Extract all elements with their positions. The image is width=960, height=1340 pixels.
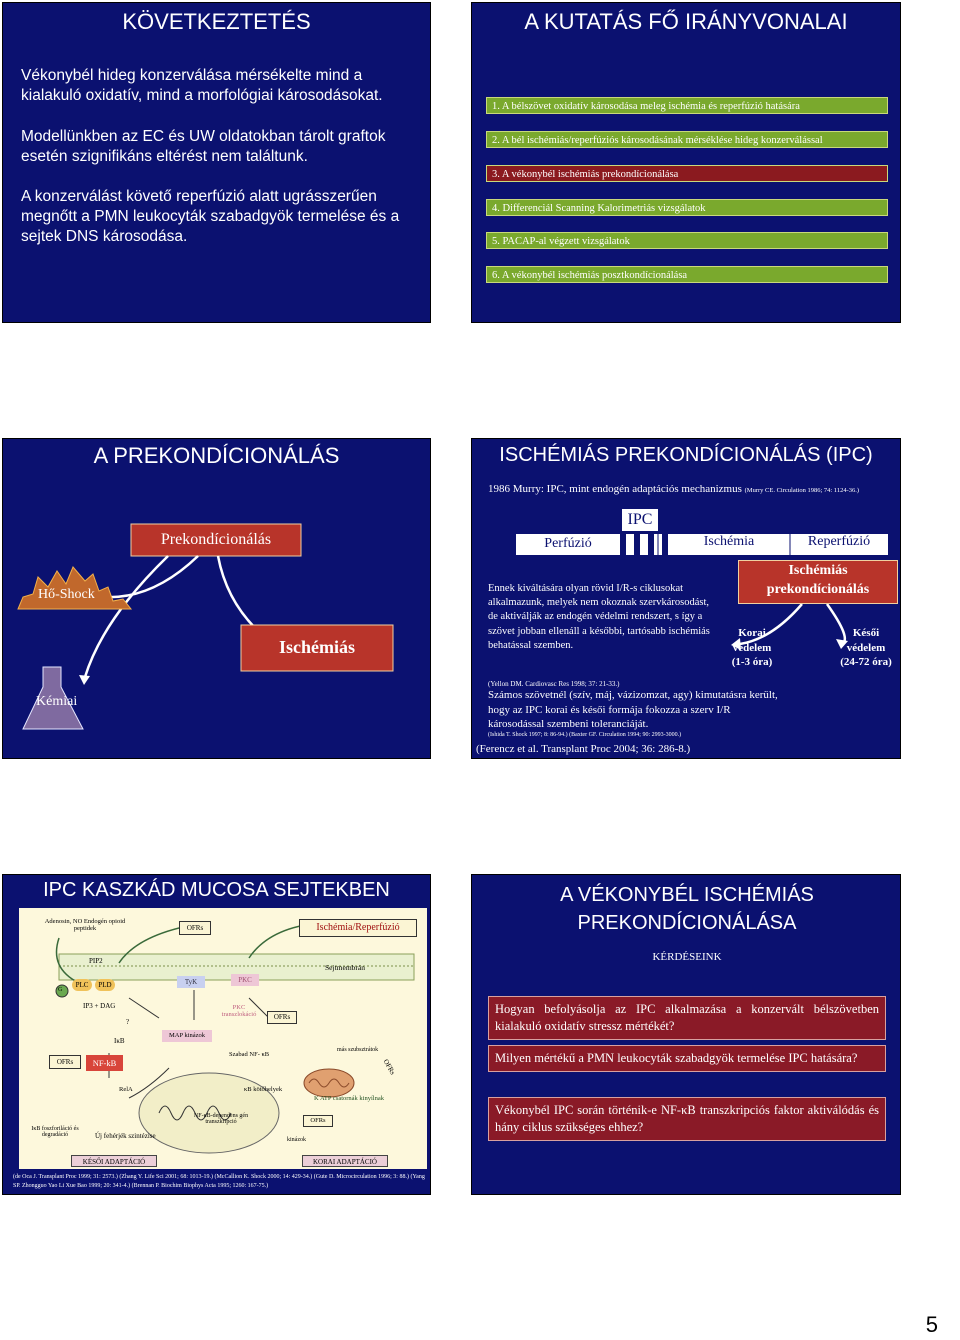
ikb-foszforilacio-label: IκB foszforiláció és degradáció [31, 1126, 79, 1138]
research-item-5: 5. PACAP-al végzett vizsgálatok [486, 232, 888, 249]
heat-shock-label: Hő-Shock [38, 587, 95, 602]
isch-precond-line-2: prekondícionálás [766, 582, 870, 597]
slide-prekondicionalas [2, 438, 431, 759]
g-protein-label: G [58, 987, 63, 993]
uj-feherjek-label: Új fehérjék szintézise [95, 1132, 156, 1140]
slide-ipc [471, 438, 901, 759]
korai-adaptacio-label: KORAI ADAPTÁCIÓ [302, 1155, 388, 1167]
kesoi-adaptacio-label: KÉSŐI ADAPTÁCIÓ [71, 1155, 157, 1167]
murry-ref: (Murry CE. Circulation 1986; 74: 1124-36.) [744, 487, 860, 494]
ischemias-label: Ischémiás [279, 637, 355, 657]
map-kinazok-label: MAP kinázok [162, 1030, 212, 1042]
early-protection [722, 626, 782, 670]
question-3: Vékonybél IPC során történik-e NF-κB transzkripciós faktor aktiválódás és hány ciklus szükséges ehhez? [488, 1097, 886, 1141]
plc-label: PLC [72, 979, 92, 991]
mas-szubsztratok-label: más szubsztrátok [337, 1047, 379, 1053]
early-line-2: védelem [732, 641, 772, 654]
ip3-dag-label: IP3 + DAG [83, 1002, 116, 1010]
slide-ipc-kaszkad [2, 874, 431, 1195]
ofrs-left-label: OFRs [49, 1055, 81, 1069]
rela-label: RelA [119, 1086, 133, 1093]
cascade-diagram [19, 908, 427, 1169]
sejtmembran-label: Sejtmembrán [325, 963, 365, 972]
pip2-label: PIP2 [89, 957, 103, 965]
conclusion-paragraph-2: Modellünkben az EC és UW oldatokban tárolt graftok esetén szignifikáns eltérést nem találtunk. [21, 128, 386, 165]
slide-title: A PREKONDÍCIONÁLÁS [93, 443, 340, 468]
ikb-label: IκB [114, 1037, 125, 1045]
slide-title: A VÉKONYBÉL ISCHÉMIÁS PREKONDÍCIONÁLÁSA [560, 884, 814, 934]
kinazok-label: kinázok [287, 1137, 306, 1143]
research-item-2: 2. A bél ischémiás/reperfúziós károsodásának mérséklése hideg konzerválással [486, 131, 888, 148]
late-line-2: védelem [846, 641, 886, 654]
research-item-4: 4. Differenciál Scanning Kalorimetriás vizsgálatok [486, 199, 888, 216]
research-item-1: 1. A bélszövet oxidatív károsodása meleg ischémia és reperfúzió hatására [486, 97, 888, 114]
slide-kovetkeztetes [2, 2, 431, 323]
katp-label: K ATP csatornák kinyílnak [314, 1095, 384, 1102]
timeline-reperfuzio: Reperfúzió [807, 534, 871, 549]
ipc-bottom-text: Számos szövetnél (szív, máj, vázizomzat, agy) kimutatásra került, hogy az IPC korai és késői formája fokozza a szerv I/R károsodással szembeni toleranciáját. [488, 689, 778, 730]
ofrs-rotated-label: OFRs [381, 1057, 397, 1077]
question-2: Milyen mértékű a PMN leukocyták szabadgyök termelése IPC hatására? [488, 1045, 886, 1072]
ischemia-reperfuzio-label: Ischémia/Reperfúzió [299, 919, 417, 937]
szabad-nfkb-label: Szabad NF- κB [229, 1051, 270, 1058]
ipc-bottom-ref: (Ishida T. Shock 1997; 8: 86-94.) (Baxter GF. Circulation 1994; 90: 2993-3000.) [488, 732, 682, 738]
pkc-label: PKC [231, 974, 259, 986]
ofrs-top-label: OFRs [179, 921, 211, 935]
ipc-description-ref: (Yellon DM. Cardiovasc Res 1998; 37: 21-33.) [488, 680, 620, 688]
nfkb-label: NF-kB [86, 1055, 123, 1071]
ipc-label: IPC [622, 509, 658, 531]
slide-title: A KUTATÁS FŐ IRÁNYVONALAI [524, 9, 848, 34]
early-line-3: (1-3 óra) [731, 656, 773, 668]
nfkb-dependens-label: NF-κB-dependens gén transzkripció [193, 1113, 249, 1125]
kb-kotohely-label: κB kötőhelyek [244, 1086, 283, 1093]
research-item-3: 3. A vékonybél ischémiás prekondícionálása [486, 165, 888, 182]
murry-main: 1986 Murry: IPC, mint endogén adaptációs mechanizmus [488, 483, 742, 495]
isch-precond-box [738, 560, 898, 604]
timeline-ischemia: Ischémia [703, 534, 755, 549]
pld-label: PLD [95, 979, 115, 991]
slide-title: KÖVETKEZTETÉS [122, 9, 311, 34]
research-item-6: 6. A vékonybél ischémiás posztkondícionálása [486, 266, 888, 283]
late-line-1: Késői [852, 627, 880, 639]
pkc-transloc-label: PKC transzlokáció [221, 1004, 257, 1018]
slide-vekonybel-ipc [471, 874, 901, 1195]
cascade-references: (de Oca J. Transplant Proc 1999; 31: 2573.) (Zhang Y. Life Sci 2001; 68: 1013-19.) (McCallion K. Shock 2000; 14: 429-34.) (Gute D. Microcirculation 1996; 3: 88.) (Yang SP. Zhongguo Yao Li Xue Bao 1999; 20: 341-4.) (Brennan P. Biochim Biophys Acta 1995; 1260: 167-75.) [13, 1174, 425, 1189]
question-1: Hogyan befolyásolja az IPC alkalmazása a konzervált bélszövetben kialakuló oxidatív stressz mértékét? [488, 996, 886, 1040]
slide-title: IPC KASZKÁD MUCOSA SEJTEKBEN [43, 879, 390, 901]
conclusion-paragraph-1: Vékonybél hideg konzerválása mérsékelte mind a kialakuló oxidatív, mind a morfológiai károsodásokat. [21, 67, 383, 104]
slide-title: ISCHÉMIÁS PREKONDÍCIONÁLÁS (IPC) [499, 444, 873, 466]
adenosin-label: Adenosin, NO Endogén opioid peptidek [44, 918, 126, 932]
ofrs-low-label: OFRs [303, 1115, 333, 1127]
kerdeseink-subtitle: KÉRDÉSEINK [652, 951, 722, 963]
kemiai-label: Kémiai [36, 694, 78, 709]
question-mark: ? [126, 1018, 130, 1026]
tyk-label: TyK [177, 976, 205, 988]
ferencz-ref: (Ferencz et al. Transplant Proc 2004; 36: 286-8.) [476, 743, 691, 755]
page-number: 5 [925, 1312, 938, 1337]
prekondicionalas-label: Prekondícionálás [160, 531, 272, 548]
early-line-1: Korai [738, 627, 766, 639]
late-line-3: (24-72 óra) [840, 656, 892, 668]
isch-precond-line-1: Ischémiás [788, 563, 848, 578]
conclusion-paragraph-3: A konzerválást követő reperfúzió alatt ugrásszerűen megnőtt a PMN leukocyták szabadgyök termelése és a sejtek DNS károsodása. [21, 188, 400, 245]
late-protection [832, 626, 900, 670]
ofrs-mid-label: OFRs [267, 1011, 297, 1024]
slide-kutatas-iranyvonalai [471, 2, 901, 323]
timeline-perfuzio: Perfúzió [544, 536, 592, 551]
ipc-description: Ennek kiváltására olyan rövid I/R-s ciklusokat alkalmazunk, melyek nem okoznak szervkárosodást, de aktiválják az endogén védelmi rendszert, s így a szövet jobban ellenáll a későbbi, tartósabb ischémiás behatással szemben. [488, 583, 710, 651]
